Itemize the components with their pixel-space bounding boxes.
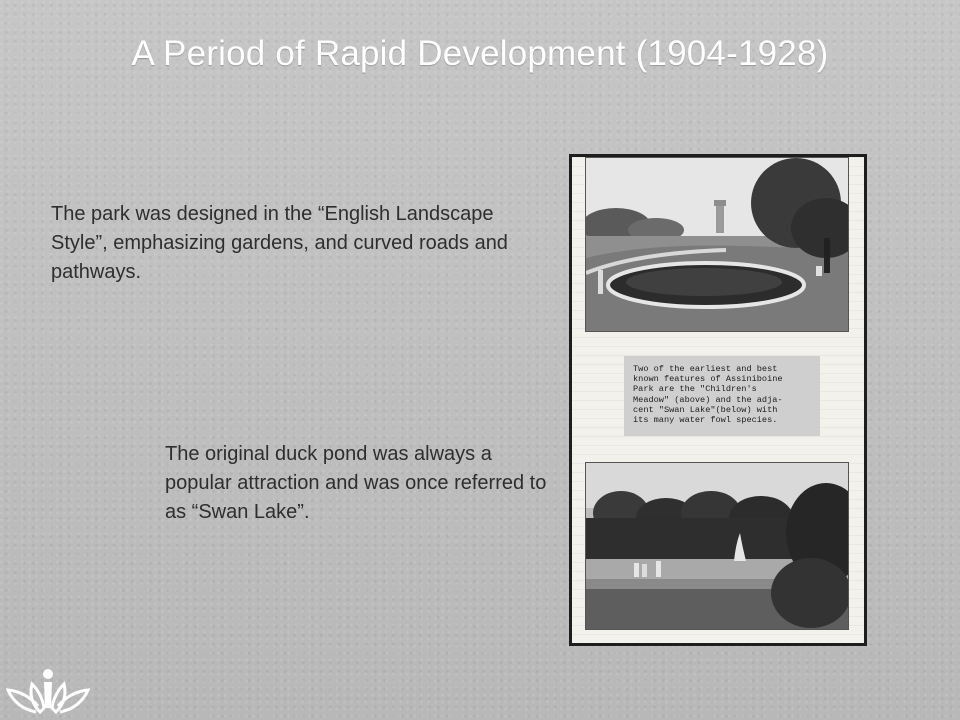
swan-lake-photo	[585, 462, 849, 630]
photo-caption: Two of the earliest and best known features of Assiniboine Park are the "Children's Meadow" (above) and the adja- cent "Swan Lake"(below) with its many water fowl species.	[624, 356, 820, 436]
childrens-meadow-photo	[585, 157, 849, 332]
slide-title: A Period of Rapid Development (1904-1928)	[131, 34, 829, 73]
scanned-page	[572, 157, 864, 643]
scanned-page-image	[569, 154, 867, 646]
paragraph-swan-lake: The original duck pond was always a popular attraction and was once referred to as “Swan Lake”.	[165, 443, 547, 523]
paragraph-english-landscape: The park was designed in the “English Landscape Style”, emphasizing gardens, and curved roads and pathways.	[51, 203, 508, 283]
lotus-person-logo-icon	[6, 666, 90, 716]
